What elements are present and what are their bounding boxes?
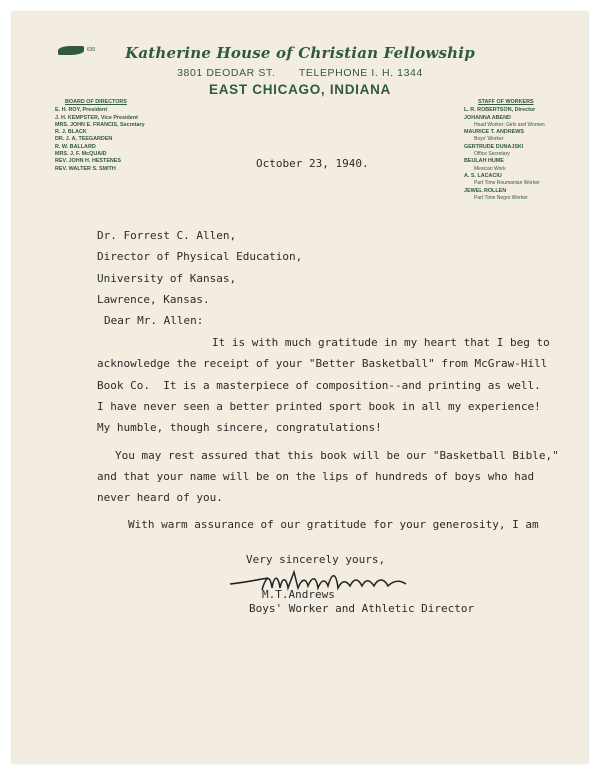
- body-line: You may rest assured that this book will be our "Basketball Bible,": [115, 449, 559, 462]
- recipient-line: Lawrence, Kansas.: [97, 293, 210, 306]
- staff-role: Office Secretary: [474, 151, 510, 158]
- board-member: E. H. ROY, President: [55, 107, 108, 114]
- staff-name: BEULAH HUME: [464, 158, 504, 165]
- telephone: TELEPHONE I. H. 1344: [298, 67, 423, 79]
- address-line: [0, 67, 600, 79]
- body-line: With warm assurance of our gratitude for your generosity, I am: [128, 518, 539, 531]
- staff-name: MAURICE T. ANDREWS: [464, 129, 524, 136]
- staff-role: Head Worker; Girls and Women: [474, 121, 545, 128]
- body-line: My humble, though sincere, congratulations!: [97, 421, 382, 434]
- staff-role: Mexican Work: [474, 165, 506, 172]
- organization-name: Katherine House of Christian Fellowship: [125, 44, 475, 62]
- board-of-directors: [55, 99, 195, 173]
- closing: Very sincerely yours,: [246, 553, 386, 566]
- staff-role: Part Time Negro Worker: [474, 194, 528, 201]
- salutation: Dear Mr. Allen:: [104, 314, 204, 327]
- staff-name: JEWEL ROLLEN: [464, 187, 507, 194]
- board-member: REV. JOHN H. HESTENES: [55, 158, 122, 165]
- recipient-line: Director of Physical Education,: [97, 250, 303, 263]
- staff-name: L. R. ROBERTSON, Director: [464, 107, 536, 114]
- recipient-line: Dr. Forrest C. Allen,: [97, 229, 237, 242]
- signer-name: M.T.Andrews: [262, 588, 335, 601]
- staff-name: JOHANNA ABEND: [464, 114, 511, 121]
- city-line: EAST CHICAGO, INDIANA: [209, 82, 391, 97]
- board-member: R. J. BLACK: [55, 129, 87, 136]
- signer-title: Boys' Worker and Athletic Director: [249, 602, 475, 615]
- board-member: DR. J. A. TEEGARDEN: [55, 136, 113, 143]
- staff-role: Part Time Roumanian Worker: [474, 180, 540, 187]
- board-member: MRS. JOHN E. FRANCIS, Secretary: [55, 121, 145, 128]
- street-address: 3801 DEODAR ST.: [177, 67, 276, 79]
- recipient-line: University of Kansas,: [97, 272, 237, 285]
- board-member: REV. WALTER S. SMITH: [55, 165, 116, 172]
- body-line: and that your name will be on the lips of hundreds of boys who had: [97, 470, 535, 483]
- staff-name: A. S. LACACIU: [464, 172, 502, 179]
- staff-of-workers: [464, 99, 574, 202]
- body-line: It is with much gratitude in my heart that I beg to: [212, 336, 550, 349]
- letter-date: October 23, 1940.: [256, 157, 369, 170]
- board-member: R. W. BALLARD: [55, 143, 96, 150]
- staff-role: Boys' Worker: [474, 136, 504, 143]
- board-member: MRS. J. F. McQUAID: [55, 151, 107, 158]
- body-line: never heard of you.: [97, 491, 223, 504]
- board-title: BOARD OF DIRECTORS: [65, 99, 127, 105]
- board-member: J. H. KEMPSTER, Vice President: [55, 114, 138, 121]
- staff-title: STAFF OF WORKERS: [478, 99, 534, 105]
- body-line: Book Co. It is a masterpiece of composition--and printing as well.: [97, 379, 541, 392]
- body-line: acknowledge the receipt of your "Better Basketball" from McGraw-Hill: [97, 357, 548, 370]
- staff-name: GERTRUDE DUNAJSKI: [464, 143, 524, 150]
- body-line: I have never seen a better printed sport book in all my experience!: [97, 400, 541, 413]
- logo-number: 630: [87, 47, 96, 53]
